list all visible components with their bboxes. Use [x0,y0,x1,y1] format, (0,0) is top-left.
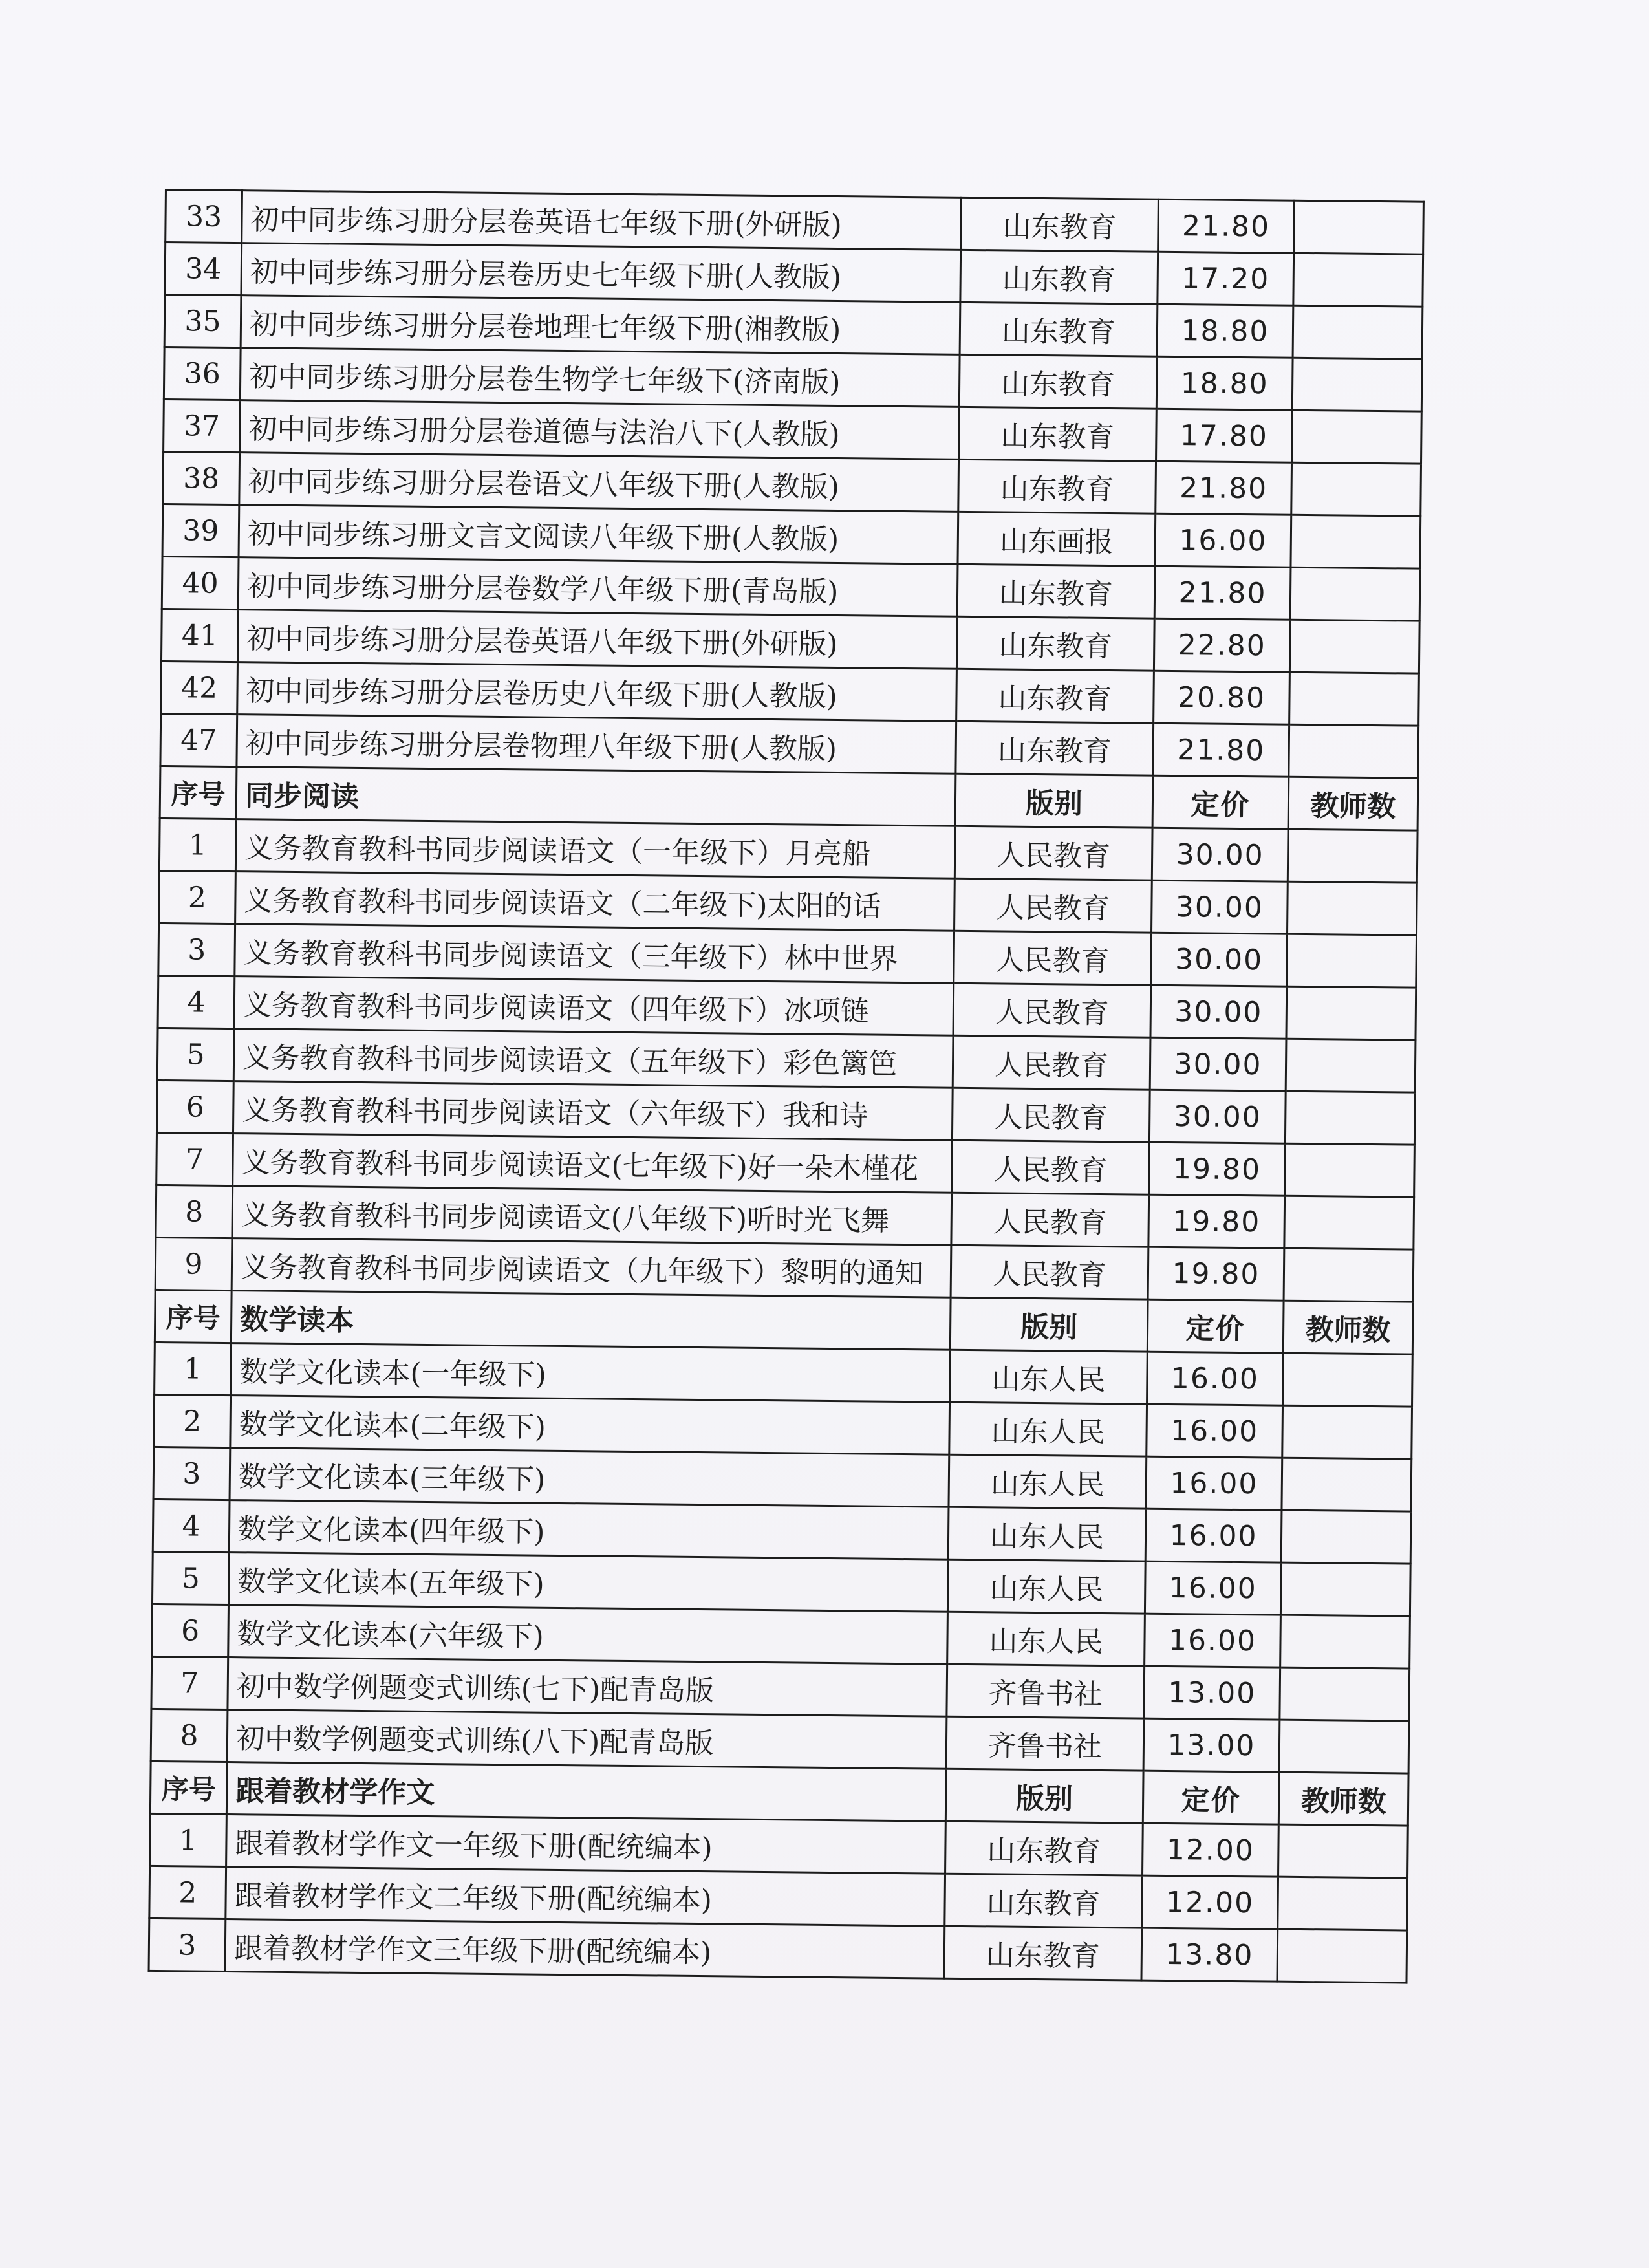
price: 21.80 [1153,723,1289,777]
publisher: 山东教育 [945,1821,1143,1875]
section-title: 跟着教材学作文 [226,1762,946,1822]
teacher-count-cell [1279,1720,1409,1773]
teacher-count-cell [1278,1877,1408,1930]
teacher-count-cell [1277,1929,1407,1983]
book-title: 数学文化读本(一年级下) [231,1343,951,1403]
serial-number: 8 [151,1709,228,1762]
price: 17.20 [1158,252,1294,305]
price: 19.80 [1148,1194,1285,1248]
price: 16.00 [1145,1509,1282,1562]
publisher: 山东教育 [960,250,1158,304]
book-title: 义务教育教科书同步阅读语文（九年级下）黎明的通知 [232,1238,951,1298]
publisher: 人民教育 [954,931,1152,985]
book-title: 义务教育教科书同步阅读语文(七年级下)好一朵木槿花 [233,1134,953,1193]
price: 13.00 [1143,1718,1280,1772]
price: 30.00 [1149,1090,1286,1143]
publisher: 人民教育 [953,983,1151,1037]
serial-number: 7 [156,1132,233,1185]
publisher: 山东人民 [950,1350,1148,1404]
price: 13.80 [1141,1928,1278,1982]
teacher-count-cell [1285,1091,1415,1145]
book-title: 初中数学例题变式训练(八下)配青岛版 [227,1710,947,1769]
serial-number: 2 [159,870,236,923]
book-title: 数学文化读本(五年级下) [228,1553,948,1612]
serial-number: 41 [161,609,238,662]
publisher: 山东教育 [945,1874,1143,1928]
teacher-count-cell [1278,1824,1408,1878]
publisher: 人民教育 [954,878,1152,933]
book-title: 初中同步练习册分层卷物理八年级下册(人教版) [237,715,956,774]
price: 16.00 [1146,1456,1282,1510]
serial-number: 6 [156,1080,233,1133]
book-title: 初中同步练习册分层卷数学八年级下册(青岛版) [238,557,958,617]
teacher-count-cell [1289,672,1419,726]
price: 21.80 [1158,199,1295,253]
serial-number: 42 [161,661,238,714]
header-price: 定价 [1143,1771,1279,1824]
price: 16.00 [1147,1352,1284,1405]
price: 18.80 [1157,304,1293,358]
price: 30.00 [1151,933,1288,986]
price: 21.80 [1156,461,1292,515]
publisher: 山东教育 [960,302,1158,356]
book-title: 数学文化读本(二年级下) [230,1396,950,1455]
publisher: 山东人民 [949,1454,1147,1509]
book-title: 数学文化读本(三年级下) [230,1448,949,1507]
publisher: 人民教育 [954,826,1152,880]
book-title: 初中同步练习册分层卷历史七年级下册(人教版) [241,243,961,303]
price: 30.00 [1152,880,1288,934]
publisher: 人民教育 [951,1245,1148,1299]
book-title: 跟着教材学作文一年级下册(配统编本) [226,1815,946,1874]
price: 16.00 [1147,1404,1283,1458]
publisher: 人民教育 [951,1193,1149,1247]
serial-number: 8 [156,1185,233,1238]
teacher-count-cell [1293,253,1423,307]
publisher: 山东教育 [959,354,1157,409]
publisher: 山东画报 [958,512,1156,566]
price: 21.80 [1154,566,1291,620]
publisher: 山东人民 [947,1559,1145,1614]
header-serial-number: 序号 [150,1761,227,1814]
price: 22.80 [1154,618,1290,672]
teacher-count-cell [1288,881,1417,935]
publisher: 山东教育 [944,1926,1142,1980]
serial-number: 2 [149,1866,226,1919]
header-publisher: 版别 [945,1769,1143,1823]
serial-number: 40 [162,556,239,609]
serial-number: 1 [159,818,236,871]
book-title: 初中数学例题变式训练(七下)配青岛版 [228,1658,947,1717]
book-title: 数学文化读本(六年级下) [228,1605,948,1665]
book-title: 初中同步练习册文言文阅读八年级下册(人教版) [239,505,958,565]
teacher-count-cell [1293,305,1423,359]
publisher: 山东人民 [948,1507,1146,1561]
publisher: 山东人民 [947,1612,1145,1666]
price: 16.00 [1145,1614,1281,1667]
teacher-count-cell [1281,1510,1411,1564]
publisher: 山东教育 [956,616,1154,671]
publisher: 山东教育 [956,669,1154,723]
serial-number: 33 [166,190,242,243]
publisher: 齐鲁书社 [947,1664,1145,1718]
teacher-count-cell [1288,829,1417,883]
price: 30.00 [1150,1037,1286,1091]
serial-number: 3 [153,1447,230,1500]
price: 20.80 [1154,671,1290,724]
book-title: 初中同步练习册分层卷地理七年级下册(湘教版) [241,296,960,355]
header-teacher-count: 教师数 [1283,1301,1413,1354]
book-title: 义务教育教科书同步阅读语文（六年级下）我和诗 [233,1081,953,1141]
serial-number: 6 [152,1604,229,1657]
publisher: 山东教育 [956,721,1154,775]
book-title: 初中同步练习册分层卷道德与法治八下(人教版) [240,400,960,460]
header-teacher-count: 教师数 [1288,777,1418,830]
book-title: 义务教育教科书同步阅读语文(八年级下)听时光飞舞 [232,1186,952,1246]
header-teacher-count: 教师数 [1278,1772,1408,1826]
section-title: 数学读本 [231,1291,951,1350]
serial-number: 3 [158,923,235,976]
book-title: 跟着教材学作文二年级下册(配统编本) [226,1867,945,1927]
serial-number: 38 [163,451,240,504]
serial-number: 5 [157,1028,234,1081]
publisher: 人民教育 [952,1088,1150,1142]
publisher: 人民教育 [952,1140,1150,1194]
teacher-count-cell [1291,515,1421,568]
price: 13.00 [1144,1666,1280,1720]
serial-number: 9 [155,1237,232,1290]
teacher-count-cell [1280,1562,1410,1616]
price: 30.00 [1152,828,1288,881]
price: 19.80 [1148,1247,1284,1301]
table-row [149,1918,1407,1983]
price: 19.80 [1149,1142,1286,1196]
teacher-count-cell [1292,410,1422,464]
book-title: 初中同步练习册分层卷历史八年级下册(人教版) [237,662,957,722]
teacher-count-cell [1282,1458,1412,1511]
publisher: 人民教育 [953,1035,1150,1090]
book-title: 义务教育教科书同步阅读语文（三年级下）林中世界 [235,924,954,984]
teacher-count-cell [1292,358,1422,411]
header-price: 定价 [1147,1299,1284,1353]
publisher: 山东人民 [949,1402,1147,1456]
teacher-count-cell [1289,724,1419,778]
header-serial-number: 序号 [155,1290,232,1343]
serial-number: 1 [155,1342,232,1395]
book-title: 数学文化读本(四年级下) [229,1500,949,1560]
book-title: 跟着教材学作文三年级下册(配统编本) [225,1919,945,1979]
serial-number: 34 [165,243,242,296]
price: 17.80 [1156,409,1293,462]
book-title: 初中同步练习册分层卷生物学七年级下(济南版) [240,348,960,407]
book-title: 义务教育教科书同步阅读语文（四年级下）冰项链 [234,977,954,1036]
price: 16.00 [1145,1561,1281,1615]
teacher-count-cell [1282,1405,1412,1459]
teacher-count-cell [1287,934,1417,988]
price: 18.80 [1156,356,1293,410]
serial-number: 1 [150,1813,227,1866]
teacher-count-cell [1291,462,1421,516]
book-title: 初中同步练习册分层卷语文八年级下册(人教版) [239,453,959,512]
serial-number: 36 [164,347,241,400]
teacher-count-cell [1280,1615,1410,1669]
publisher: 山东教育 [959,407,1157,461]
publisher: 山东教育 [957,564,1155,618]
price: 12.00 [1142,1875,1278,1929]
book-order-table [148,189,1425,1984]
price: 16.00 [1155,513,1291,567]
book-title: 初中同步练习册分层卷英语八年级下册(外研版) [237,610,957,669]
serial-number: 37 [164,399,241,452]
publisher: 山东教育 [958,459,1156,513]
book-title: 义务教育教科书同步阅读语文（一年级下）月亮船 [235,819,955,879]
serial-number: 39 [162,504,239,557]
teacher-count-cell [1289,620,1419,673]
header-price: 定价 [1152,775,1289,829]
teacher-count-cell [1286,1039,1416,1092]
price: 12.00 [1143,1823,1279,1877]
book-title: 义务教育教科书同步阅读语文（二年级下)太阳的话 [235,872,955,931]
serial-number: 3 [149,1918,226,1971]
book-title: 初中同步练习册分层卷英语七年级下册(外研版) [242,191,962,250]
teacher-count-cell [1284,1248,1414,1302]
header-publisher: 版别 [950,1297,1148,1352]
teacher-count-cell [1280,1667,1410,1721]
header-publisher: 版别 [955,773,1153,828]
header-serial-number: 序号 [160,766,237,819]
section-title: 同步阅读 [236,767,956,826]
publisher: 山东教育 [961,197,1159,252]
serial-number: 7 [151,1656,228,1709]
serial-number: 35 [164,295,241,348]
price: 30.00 [1150,985,1287,1039]
teacher-count-cell [1290,567,1420,621]
serial-number: 5 [152,1551,229,1604]
serial-number: 4 [158,975,235,1028]
teacher-count-cell [1294,200,1424,254]
serial-number: 2 [154,1394,231,1447]
teacher-count-cell [1284,1196,1414,1249]
serial-number: 47 [160,713,237,766]
teacher-count-cell [1285,1143,1415,1197]
teacher-count-cell [1283,1353,1413,1407]
publisher: 齐鲁书社 [946,1716,1144,1771]
book-title: 义务教育教科书同步阅读语文（五年级下）彩色篱笆 [233,1029,953,1088]
serial-number: 4 [153,1499,230,1552]
teacher-count-cell [1286,986,1416,1040]
